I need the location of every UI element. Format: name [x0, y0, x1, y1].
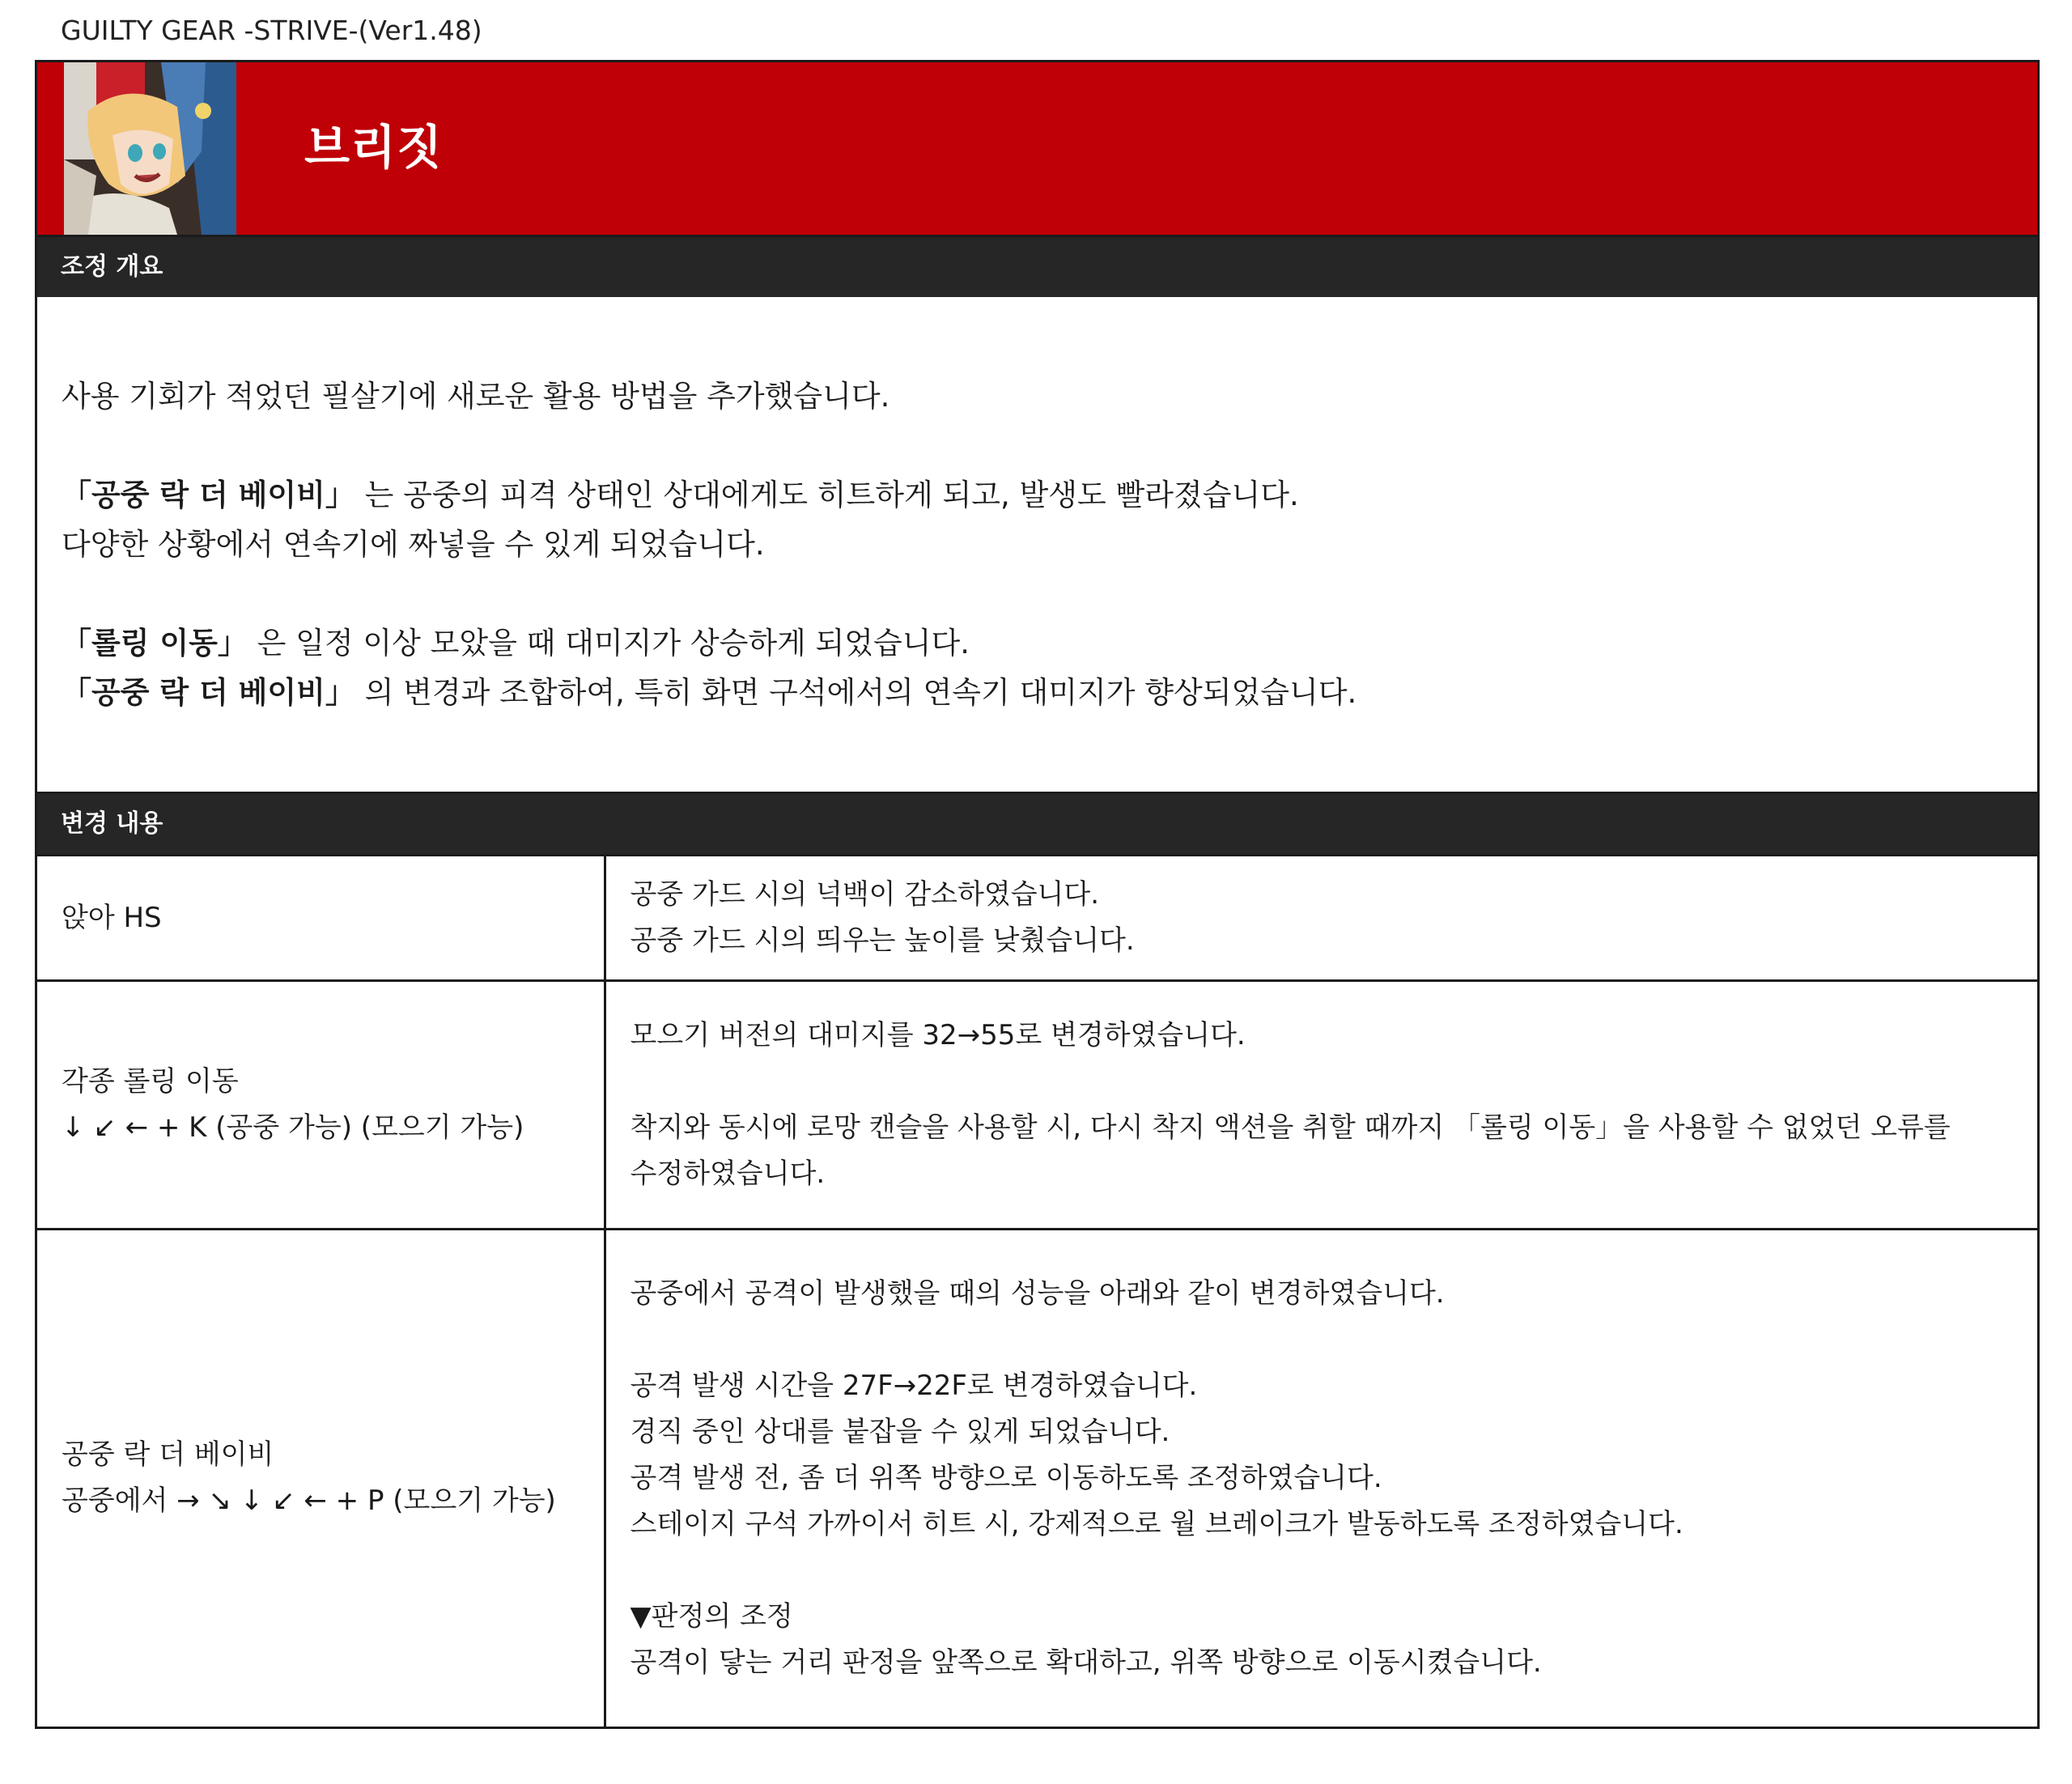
- patch-notes-sheet: [35, 60, 2040, 1729]
- overview-body: [37, 297, 2037, 794]
- line-gap: [631, 1059, 2014, 1105]
- change-line: 공중 가드 시의 띄우는 높이를 낮췄습니다.: [630, 924, 1135, 957]
- overview-line: 다양한 상황에서 연속기에 짜넣을 수 있게 되었습니다.: [62, 527, 765, 562]
- change-line: 경직 중인 상대를 붙잡을 수 있게 되었습니다.: [630, 1415, 1170, 1448]
- change-line: 공격 발생 전, 좀 더 위쪽 방향으로 이동하도록 조정하였습니다.: [630, 1461, 1382, 1494]
- changes-header: 변경 내용: [37, 794, 2037, 854]
- description-cell: [605, 1230, 2037, 1727]
- move-command: 공중에서 → ↘ ↓ ↙ ← + P (모으기 가능): [62, 1485, 556, 1518]
- move-command: ↓ ↙ ← + K (공중 가능) (모으기 가능): [62, 1111, 524, 1144]
- overview-line: 사용 기회가 적었던 필살기에 새로운 활용 방법을 추가했습니다.: [62, 379, 890, 414]
- overview-paragraph: [62, 372, 2013, 421]
- move-name: 앉아 HS: [62, 901, 162, 934]
- table-row: [37, 856, 2037, 981]
- move-cell: [37, 856, 605, 981]
- game-version-title: GUILTY GEAR -STRIVE-(Ver1.48): [61, 15, 482, 46]
- move-name-highlight: 「공중 락 더 베이비」: [62, 675, 355, 710]
- table-row: [37, 981, 2037, 1230]
- move-name-highlight: 「공중 락 더 베이비」: [62, 478, 355, 512]
- move-name: 각종 롤링 이동: [62, 1065, 239, 1098]
- changes-table: [37, 854, 2037, 1727]
- change-line: 착지와 동시에 로망 캔슬을 사용할 시, 다시 착지 액션을 취할 때까지 「롤링 이동」을 사용할 수 없었던 오류를: [630, 1111, 1951, 1144]
- change-line: 공격이 닿는 거리 판정을 앞쪽으로 확대하고, 위쪽 방향으로 이동시켰습니다.: [630, 1646, 1542, 1679]
- table-row: [37, 1230, 2037, 1727]
- overview-header: 조정 개요: [37, 237, 2037, 297]
- bridget-portrait-image: [64, 62, 236, 235]
- overview-paragraph: [62, 470, 2013, 569]
- line-gap: [631, 1548, 2014, 1594]
- line-gap: [631, 1317, 2014, 1363]
- overview-text: 의 변경과 조합하여, 특히 화면 구석에서의 연속기 대미지가 향상되었습니다.: [355, 675, 1357, 710]
- move-cell: [37, 981, 605, 1230]
- overview-line: [62, 618, 2013, 668]
- hitbox-section-title: ▼판정의 조정: [630, 1599, 793, 1633]
- change-line: 스테이지 구석 가까이서 히트 시, 강제적으로 월 브레이크가 발동하도록 조정하였습니다.: [630, 1507, 1684, 1540]
- change-line: 공격 발생 시간을 27F→22F로 변경하였습니다.: [630, 1369, 1198, 1402]
- change-line: 공중에서 공격이 발생했을 때의 성능을 아래와 같이 변경하였습니다.: [630, 1276, 1445, 1310]
- description-cell: [605, 981, 2037, 1230]
- change-line: 공중 가드 시의 넉백이 감소하였습니다.: [630, 878, 1100, 911]
- overview-text: 는 공중의 피격 상태인 상대에게도 히트하게 되고, 발생도 빨라졌습니다.: [355, 478, 1299, 512]
- character-name: 브리짓: [304, 120, 444, 175]
- move-cell: [37, 1230, 605, 1727]
- overview-line: [62, 470, 2013, 520]
- change-line: 수정하였습니다.: [630, 1157, 826, 1190]
- overview-paragraph: [62, 618, 2013, 717]
- change-line: 모으기 버전의 대미지를 32→55로 변경하였습니다.: [630, 1019, 1246, 1051]
- character-portrait: [64, 62, 236, 235]
- move-name-highlight: 「롤링 이동」: [62, 626, 248, 661]
- character-header: [37, 62, 2037, 237]
- overview-text: 은 일정 이상 모았을 때 대미지가 상승하게 되었습니다.: [247, 626, 970, 661]
- overview-line: [62, 668, 2013, 717]
- description-cell: [605, 856, 2037, 981]
- move-name: 공중 락 더 베이비: [62, 1438, 274, 1472]
